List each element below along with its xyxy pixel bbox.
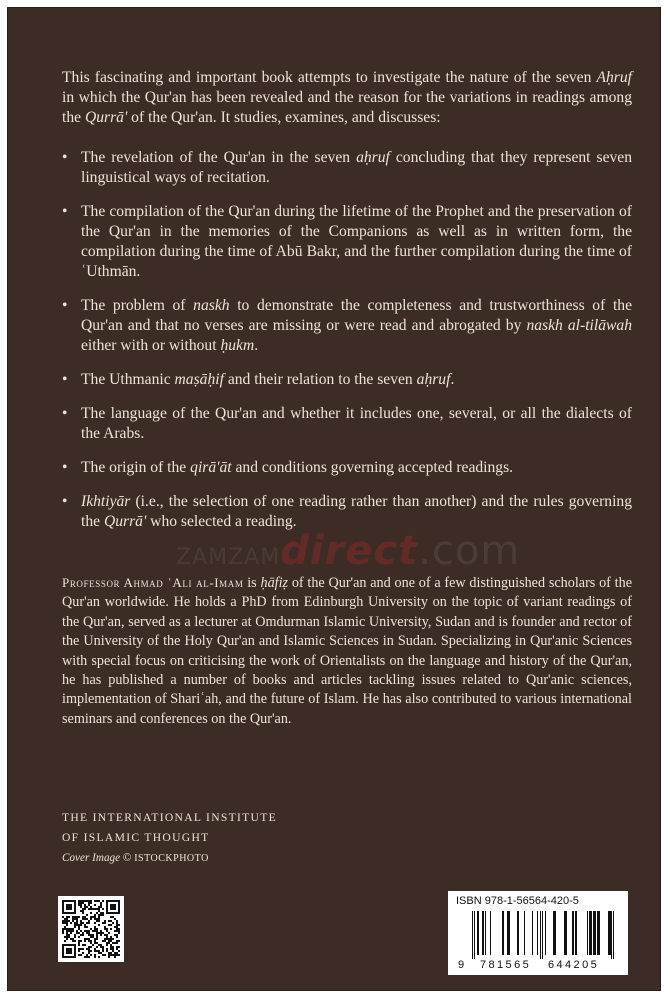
watermark: ZAMZAMdirect.com (176, 528, 521, 574)
list-item: • The revelation of the Qur'an in the seven aḥruf concluding that they represent seven linguistical ways of recitation. (62, 148, 632, 188)
book-back-cover (8, 8, 660, 990)
barcode-digit-first: 9 (458, 959, 465, 971)
list-item: • The problem of naskh to demonstrate the completeness and trustworthiness of the Qur'an and that no verses are missing or were read and abrogated by naskh al-tilāwah either with or without ḥukm. (62, 296, 632, 356)
publisher-name: THE INTERNATIONAL INSTITUTE OF ISLAMIC THOUGHT (62, 811, 277, 844)
list-item: • Ikhtiyār (i.e., the selection of one reading rather than another) and the rules governing the Qurrā' who selected a reading. (62, 492, 632, 532)
isbn-barcode (448, 891, 628, 975)
topics-list (62, 148, 632, 546)
qr-code-graphic (62, 900, 120, 958)
list-item: • The language of the Qur'an and whether it includes one, several, or all the dialects of the Arabs. (62, 404, 632, 444)
author-name: Professor Ahmad ʿAli al-Imam (62, 575, 244, 590)
barcode-bars (470, 911, 616, 959)
qr-code (58, 896, 124, 962)
list-item: • The origin of the qirā'āt and conditions governing accepted readings. (62, 458, 632, 478)
barcode-digits-right: 644205 (548, 959, 600, 971)
list-item: • The compilation of the Qur'an during the lifetime of the Prophet and the preservation of the Qur'an in the memories of the Companions as well as in written form, the compilation during the time of Abū Bakr, and the further compilation during the time of ʿUthmān. (62, 202, 632, 282)
list-item: • The Uthmanic maṣāḥif and their relation to the seven aḥruf. (62, 370, 632, 390)
author-bio: Professor Ahmad ʿAli al-Imam is ḥāfiẓ of the Qur'an and one of a few distinguished scholars of the Qur'an worldwide. He holds a PhD from Edinburgh University on the topic of variant readings of the Qur'an, served as a lecturer at Omdurman Islamic University, Sudan and is founder and rector of the University of the Holy Qur'an and Islamic Sciences in Sudan. Specializing in Qur'anic Sciences with special focus on criticising the work of Orientalists on the language and history of the Qur'an, he has published a number of books and articles tackling issues related to Qur'anic sciences, implementation of Shariʿah, and the future of Islam. He has also contributed to various international seminars and conferences on the Qur'an. (62, 575, 632, 727)
barcode-digits-left: 781565 (480, 959, 532, 971)
isbn-number: ISBN 978-1-56564-420-5 (456, 895, 579, 907)
intro-paragraph: This fascinating and important book attempts to investigate the nature of the seven Aḥruf in which the Qur'an has been revealed and the reason for the variations in readings among the Qurrā' of the Qur'an. It studies, examines, and discusses: (62, 69, 632, 126)
cover-image-credit: Cover Image © ISTOCKPHOTO (62, 852, 209, 864)
